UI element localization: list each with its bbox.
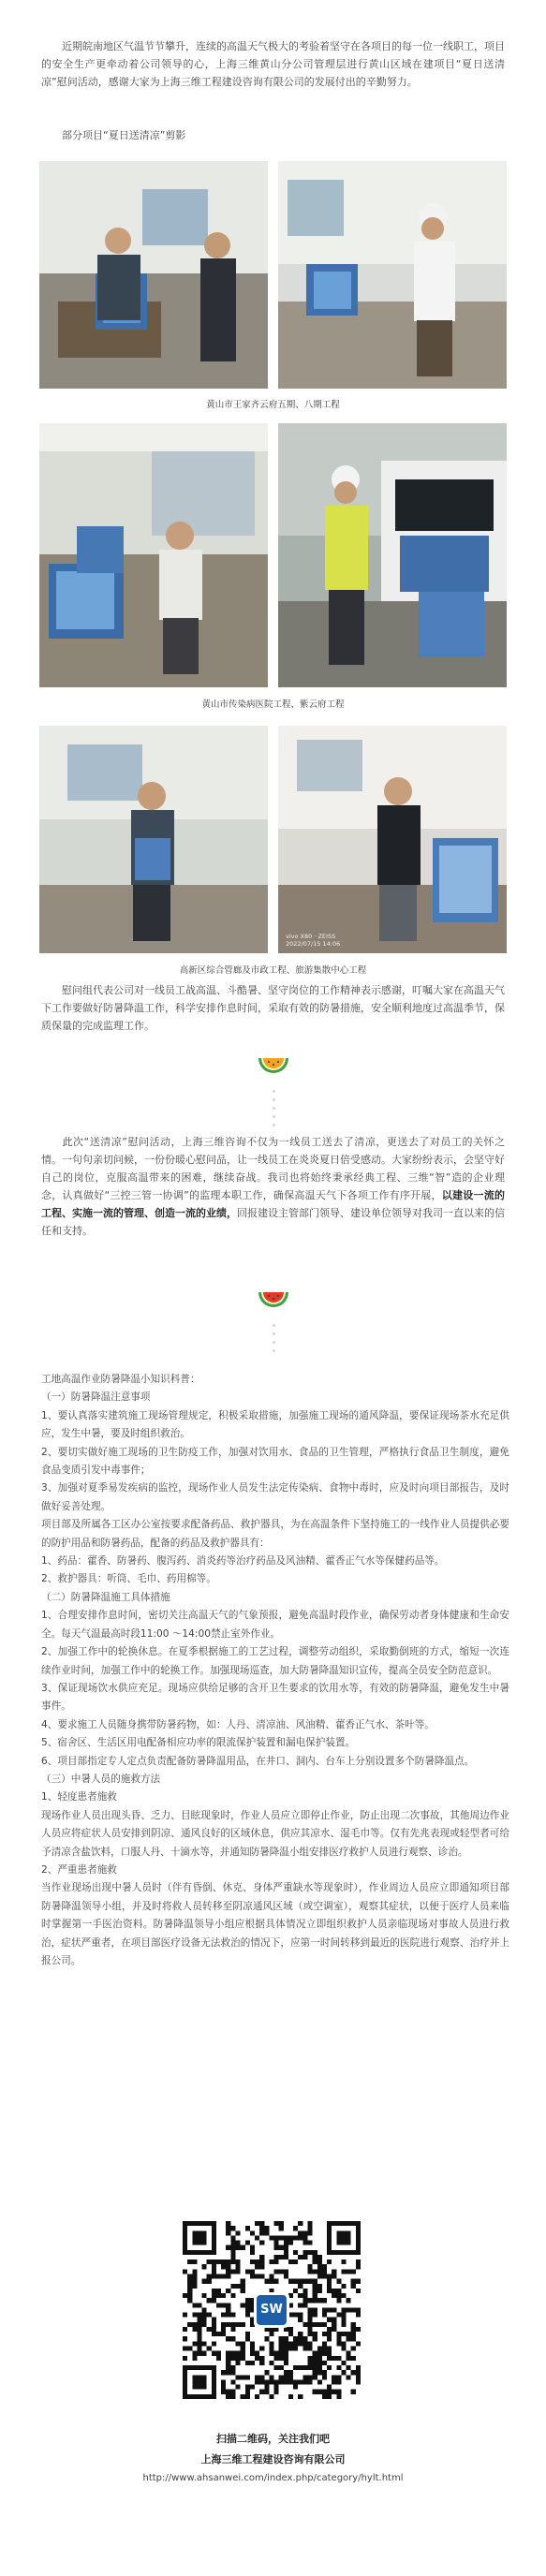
knowledge-line: 1、药品：藿香、防暑药、腹泻药、消炎药等治疗药品及风油精、藿香正气水等保健药品等。 [41,1555,445,1568]
knowledge-line: 项目部及所属各工区办公室按要求配备药品、救护器具，为在高温条件下坚持施工的一线作业人员提供必要的防护用品和防暑药品，配备的药品及救护器具有： [41,1519,509,1549]
knowledge-line: 2、救护器具：听筒、毛巾、药用棉等。 [41,1573,216,1585]
photo-site-office-2 [278,161,507,389]
photo-site-office-4 [39,726,268,953]
watermelon-icon-2 [255,1287,292,1317]
intro-paragraph: 近期皖南地区气温节节攀升，连续的高温天气极大的考验着坚守在各项目的每一位一线职工，项目的安全生产更牵动着公司领导的心，上海三维黄山分公司管理层进行黄山区域在建项目“夏日送清凉”慰问活动，感谢大家为上海三维工程建设咨询有限公司的发展付出的辛勤努力。 [41,40,505,88]
knowledge-line: 6、项目部指定专人定点负责配备防暑降温用品，在井口、洞内、台车上分别设置多个防暑降温点。 [41,1755,475,1767]
knowledge-line: （一）防暑降温注意事项 [41,1391,151,1404]
heat-safety-knowledge [41,1371,509,1970]
knowledge-line: 2、加强工作中的轮换休息。在夏季根据施工的工艺过程，调整劳动组织，采取勤倒班的方式，缩短一次连续作业时间，加强工作中的轮换工作。加强现场巡查，加大防暑降温知识宣传，提高全员安全防范意识。 [41,1646,509,1676]
scan-prompt: 扫描二维码，关注我们吧 [216,2433,330,2445]
photo-caption-1: 黄山市王家齐云府五期、八期工程 [206,400,340,410]
photo-site-car [278,423,507,687]
knowledge-line: （三）中暑人员的施救方法 [41,1773,161,1785]
divider-dots-2 [272,1324,275,1358]
knowledge-line: 2、严重患者施救 [41,1863,117,1876]
photo-caption-3: 高新区综合管廊及市政工程、旅游集散中心工程 [179,965,367,976]
activity-summary-paragraph: 此次“送清凉”慰问活动，上海三维咨询不仅为一线员工送去了清凉，更送去了对员工的关怀之情。一句句亲切问候，一份份暖心慰问品，让一线员工在炎炎夏日倍受感动。大家纷纷表示，会坚守好自己的岗位，克服高温带来的困难，继续奋战。我司也将始终秉承经典工程、三维“智”造的企业理念，认真做好“三控三管一协调”的监理本职工作，确保高温天气下各项工作有序开展，以建设一流的工程、实施一流的管理、创造一流的业绩，回报建设主管部门领导、建设单位领导对我司一直以来的信任和支持。 [41,1136,506,1237]
photo-site-office-3 [39,423,268,687]
company-name: 上海三维工程建设咨询有限公司 [200,2453,346,2466]
photo-watermark: vivo X80 · ZEISS 2022/07/15 14:06 [286,933,341,948]
photo-section-title: 部分项目“夏日送清凉”剪影 [62,129,186,141]
knowledge-line: 当作业现场出现中暑人员时（伴有昏倒、休克、身体严重缺水等现象时），作业周边人员应立即通知项目部防暑降温领导小组，并及时将救人员转移至阴凉通风区域（或空调室），观察其症状，以便于医疗人员来临时掌握第一手医治资料。防暑降温领导小组应根据具体情况立即组织救护人员亲临现场对事故人员进行救治，症状严重者，在项目部医疗设备无法救治的情况下，应第一时间转移到最近的医院进行观察、治疗并上报公司。 [41,1882,509,1966]
watermelon-icon [255,1052,292,1082]
company-logo: SW [257,2295,287,2325]
divider-dots-1 [272,1090,275,1132]
knowledge-line: （二）防暑降温施工具体措施 [41,1591,170,1603]
qr-logo [254,2292,289,2328]
company-url-link[interactable]: http://www.ahsanwei.com/index.php/category/hylt.html [142,2473,404,2483]
knowledge-line: 现场作业人员出现头昏、乏力、目眩现象时，作业人员应立即停止作业，防止出现二次事故，其他周边作业人员应将症状人员安排到阴凉、通风良好的区域休息，供应其凉水、湿毛巾等。仅有先兆表现或轻型者可给予清凉含盐饮料，口服人丹、十滴水等，并通知防暑降温小组安排医疗救护人员进行观察、诊治。 [41,1809,509,1858]
knowledge-line: 1、要认真落实建筑施工现场管理规定，积极采取措施，加强施工现场的通风降温，要保证现场茶水充足供应，发生中暑，要及时组织救治。 [41,1409,509,1440]
photo-site-office-1 [39,161,268,389]
knowledge-line: 3、加强对夏季易发疾病的监控，现场作业人员发生法定传染病、食物中毒时，应及时向项目部报告，及时做好妥善处理。 [41,1482,509,1512]
knowledge-line: 3、保证现场饮水供应充足。现场应供给足够的含开卫生要求的饮用水等，有效的防暑降温，避免发生中暑事件。 [41,1682,509,1713]
knowledge-line: 工地高温作业防暑降温小知识科普： [41,1374,200,1385]
thanks-paragraph: 慰问组代表公司对一线员工战高温、斗酷暑、坚守岗位的工作精神表示感谢，叮嘱大家在高温天气下工作要做好防暑降温工作，科学安排作息时间，采取有效的防暑措施，安全顺利地度过高温季节，保质保量的完成监理工作。 [41,984,505,1032]
photo-site-office-5 [278,726,507,953]
knowledge-line: 2、要切实做好施工现场的卫生防疫工作，加强对饮用水、食品的卫生管理，严格执行食品卫生制度，避免食品变质引发中毒事件； [41,1446,509,1477]
knowledge-line: 1、轻度患者施救 [41,1791,117,1803]
photo-caption-2: 黄山市传染病医院工程、紫云府工程 [201,699,345,710]
knowledge-line: 4、要求施工人员随身携带防暑药物，如：人丹、清凉油、风油精、藿香正气水、茶叶等。 [41,1718,435,1730]
knowledge-line: 1、合理安排作息时间，密切关注高温天气的气象预报，避免高温时段作业，确保劳动者身体健康和生命安全。每天气温最高时段11:00 ～14:00禁止室外作业。 [41,1610,509,1640]
knowledge-line: 5、宿舍区、生活区用电配备相应功率的限流保护装置和漏电保护装置。 [41,1737,356,1749]
qr-code[interactable] [183,2221,361,2399]
